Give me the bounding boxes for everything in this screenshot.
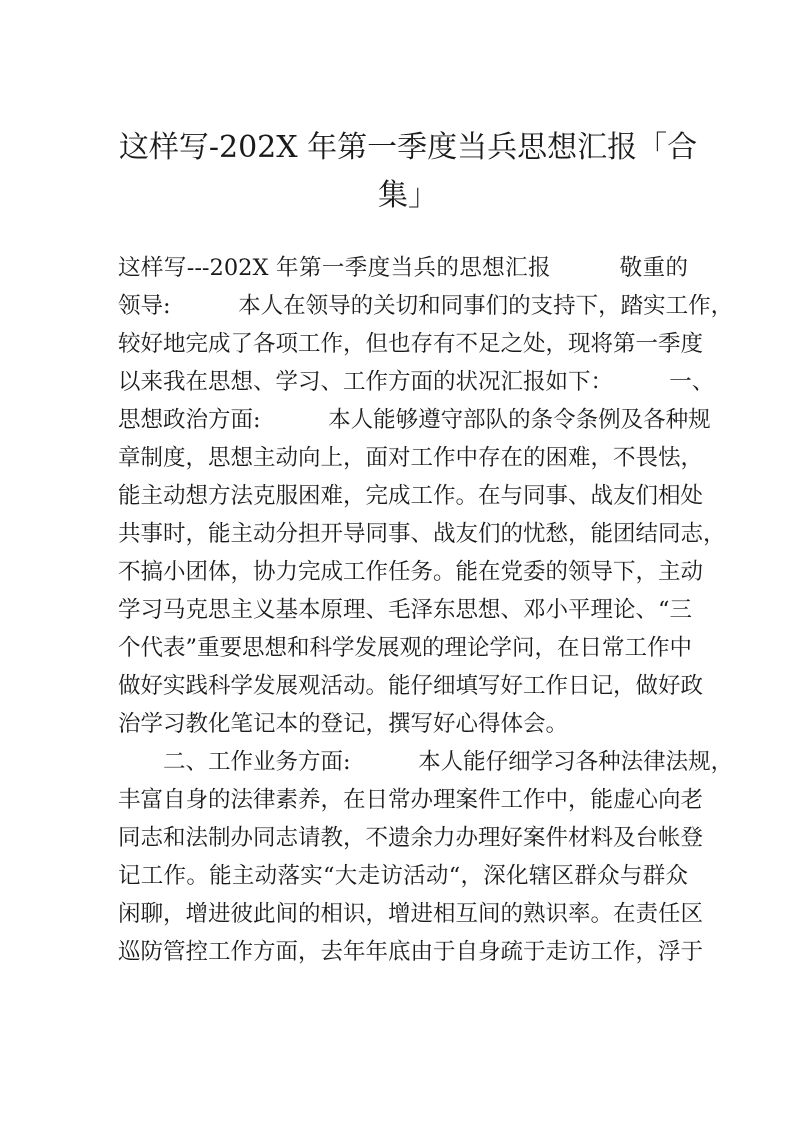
body-line: 思想政治方面: 本人能够遵守部队的条令条例及各种规 [118, 407, 711, 433]
body-line: 以来我在思想、学习、工作方面的状况汇报如下： 一、 [118, 369, 715, 395]
body-line: 治学习教化笔记本的登记，撰写好心得体会。 [118, 711, 569, 737]
body-line: 学习马克思主义基本原理、毛泽东思想、邓小平理论、“三 [118, 597, 693, 623]
body-line: 同志和法制办同志请教，不遗余力办理好案件材料及台帐登 [118, 825, 704, 851]
body-line: 章制度，思想主动向上，面对工作中存在的困难，不畏怯， [118, 445, 704, 471]
body-line: 较好地完成了各项工作，但也存有不足之处，现将第一季度 [118, 331, 704, 357]
body-line: 二、工作业务方面: 本人能仔细学习各种法律法规， [163, 749, 734, 775]
body-line: 领导: 本人在领导的关切和同事们的支持下，踏实工作， [118, 293, 734, 319]
document-title-line-1: 这样写-202X 年第一季度当兵思想汇报「合 [118, 130, 698, 165]
body-line: 做好实践科学发展观活动。能仔细填写好工作日记，做好政 [118, 673, 704, 699]
body-line: 这样写---202X 年第一季度当兵的思想汇报 敬重的 [118, 255, 688, 281]
body-line: 能主动想方法克服困难，完成工作。在与同事、战友们相处 [118, 483, 704, 509]
body-line: 记工作。能主动落实“大走访活动“，深化辖区群众与群众 [118, 863, 688, 889]
document-title-line-2: 集」 [378, 178, 438, 213]
body-line: 不搞小团体，协力完成工作任务。能在党委的领导下，主动 [118, 559, 704, 585]
body-line: 共事时，能主动分担开导同事、战友们的忧愁，能团结同志， [118, 521, 726, 547]
body-line: 巡防管控工作方面，去年年底由于自身疏于走访工作，浮于 [118, 939, 704, 965]
body-line: 丰富自身的法律素养，在日常办理案件工作中，能虚心向老 [118, 787, 704, 813]
body-line: 闲聊，增进彼此间的相识，增进相互间的熟识率。在责任区 [118, 901, 704, 927]
body-line: 个代表”重要思想和科学发展观的理论学问，在日常工作中 [118, 635, 693, 661]
